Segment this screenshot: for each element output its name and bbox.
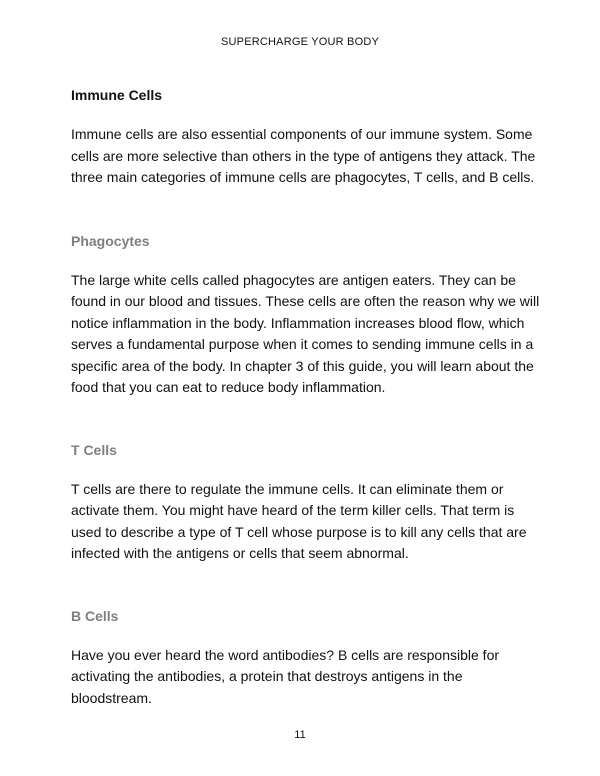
page-content [71, 86, 541, 709]
paragraph-phagocytes: The large white cells called phagocytes are antigen eaters. They can be found in our blood and tissues. These cells are often the reason why we will notice inflammation in the body. Inflammation increases blood flow, which serves a fundamental purpose when it comes to sending immune cells in a specific area of the body. In chapter 3 of this guide, you will learn about the food that you can eat to reduce body inflammation. [71, 271, 540, 395]
subhead-b-cells: B Cells [71, 607, 119, 624]
subhead-t-cells: T Cells [71, 441, 117, 458]
subhead-phagocytes: Phagocytes [71, 232, 150, 249]
paragraph-b-cells: Have you ever heard the word antibodies? B cells are responsible for activating the antibodies, a protein that destroys antigens in the bloodstream. [71, 646, 500, 706]
paragraph-immune-cells: Immune cells are also essential components of our immune system. Some cells are more selective than others in the type of antigens they attack. The three main categories of immune cells are phagocytes, T cells, and B cells. [71, 126, 536, 185]
running-header: SUPERCHARGE YOUR BODY [220, 36, 380, 48]
section-title-immune-cells: Immune Cells [71, 87, 163, 103]
paragraph-t-cells: T cells are there to regulate the immune cells. It can eliminate them or activate them. You might have heard of the term killer cells. That term is used to describe a type of T cell whose purpose is to kill any cells that are infected with the antigens or cells that seem abnormal. [71, 480, 527, 561]
page-number: 11 [294, 729, 306, 741]
